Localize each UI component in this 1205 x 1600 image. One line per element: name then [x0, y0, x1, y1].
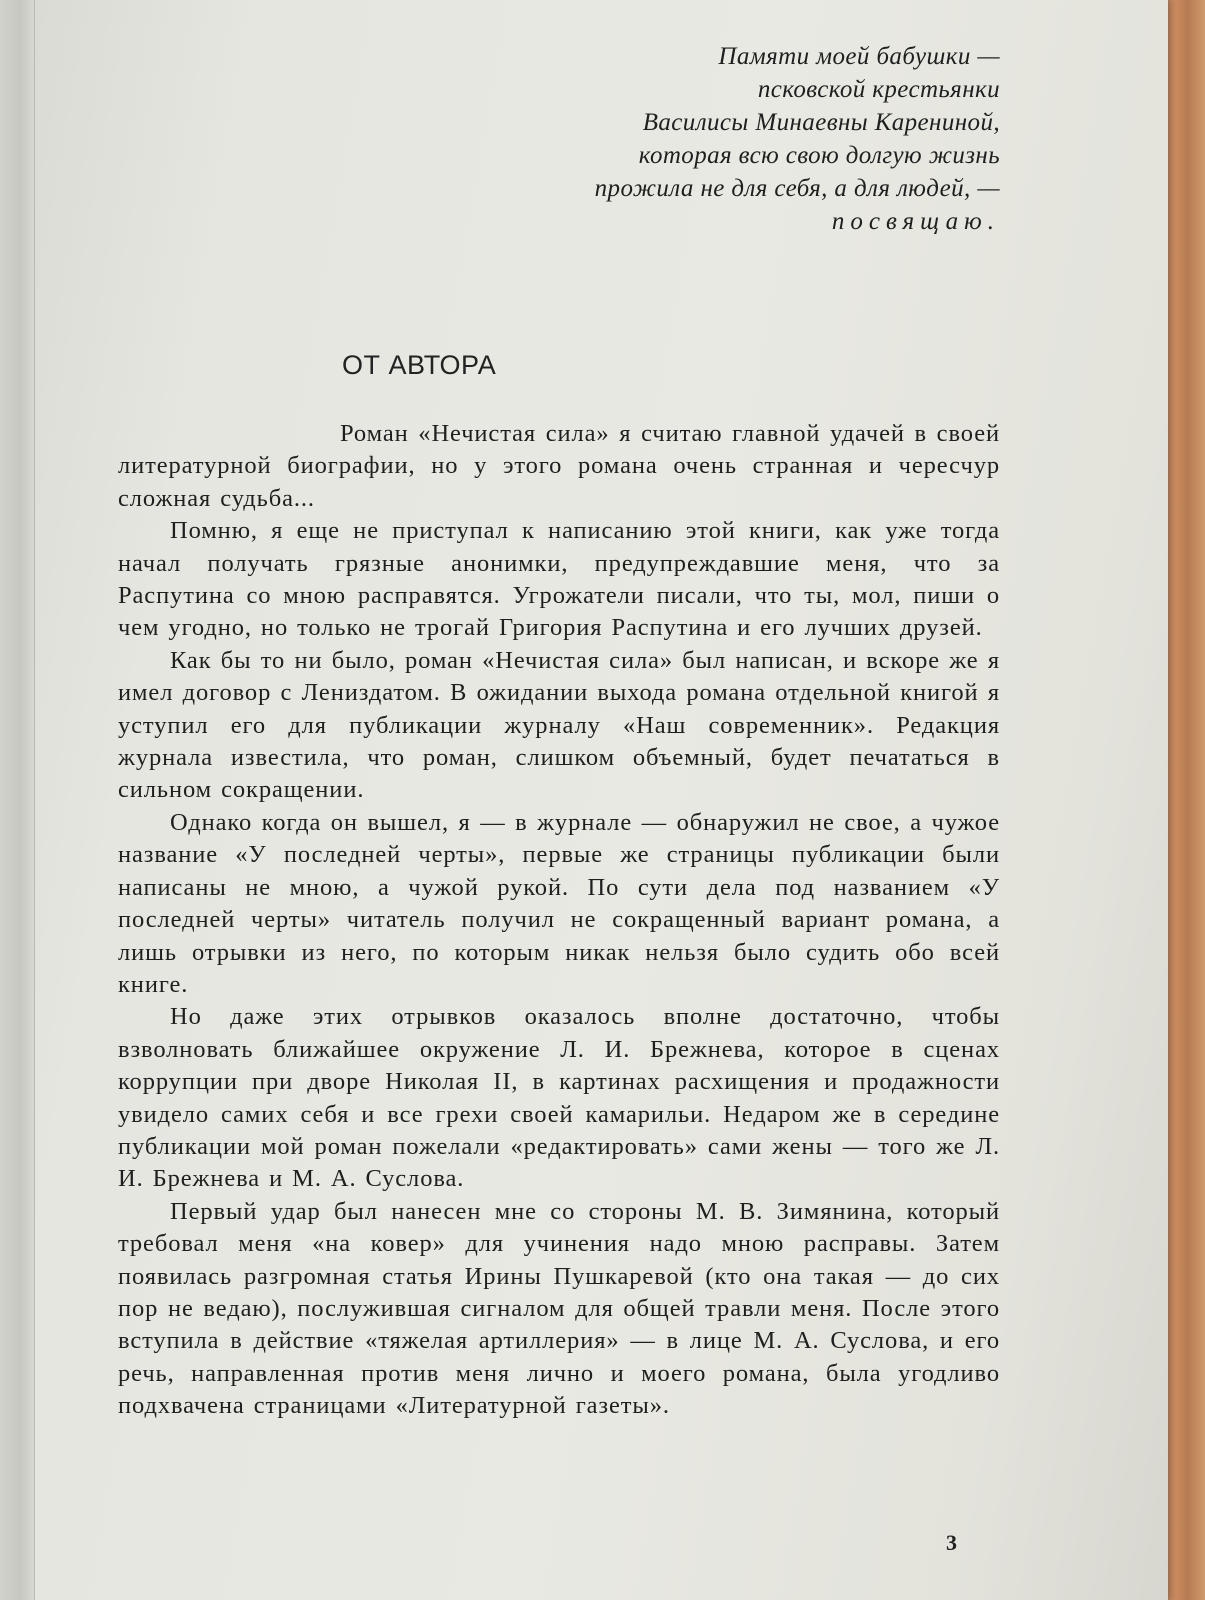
body-text [118, 418, 1000, 1423]
paragraph: Однако когда он вышел, я — в журнале — обнаружил не свое, а чужое название «У последней черты», первые же страницы публикации были написаны не мною, а чужой рукой. По сути дела под названием «У последней черты» читатель получил не сокращенный вариант романа, а лишь отрывки из него, по которым никак нельзя было судить обо всей книге. [118, 808, 1000, 998]
section-heading: ОТ АВТОРА [342, 350, 497, 380]
paragraph: Помню, я еще не приступал к написанию этой книги, как уже тогда начал получать грязные анонимки, предупреждавшие меня, что за Распутина со мною расправятся. Угрожатели писали, что ты, мол, пиши о чем угодно, но только не трогай Григория Распутина и его лучших друзей. [118, 517, 1000, 642]
page-text-area [118, 40, 1000, 1420]
paragraph: Первый удар был нанесен мне со стороны М. В. Зимянина, который требовал меня «на ковер» для учинения надо мною расправы. Затем появилась разгромная статья Ирины Пушкаревой (кто она такая — до сих пор не ведаю), послужившая сигналом для общей травли меня. После этого вступила в действие «тяжелая артиллерия» — в лице М. А. Суслова, и его речь, направленная против меня лично и моего романа, была угодливо подхвачена страницами «Литературной газеты». [118, 1197, 1000, 1420]
dedication-line: Василисы Минаевны Карениной, [642, 109, 1000, 136]
dedication-line: псковской крестьянки [757, 76, 1000, 103]
paragraph: Роман «Нечистая сила» я считаю главной удачей в своей литературной биографии, но у этого романа очень странная и чересчур сложная судьба... [118, 420, 1000, 512]
page-edge [0, 0, 35, 1600]
page-number: 3 [946, 1530, 957, 1555]
dedication-line: прожила не для себя, а для людей, — [594, 175, 1000, 202]
paragraph: Но даже этих отрывков оказалось вполне достаточно, чтобы взволновать ближайшее окружение Л. И. Брежнева, которое в сценах коррупции при дворе Николая II, в картинах расхищения и продажности увидело самих себя и все грехи своей камарильи. Недаром же в середине публикации мой роман пожелали «редактировать» сами жены — того же Л. И. Брежнева и М. А. Суслова. [118, 1003, 1000, 1193]
dedication-line: Памяти моей бабушки — [718, 43, 1000, 70]
dedication-line: посвящаю. [831, 208, 1000, 235]
dedication [118, 40, 1000, 238]
dedication-line: которая всю свою долгую жизнь [638, 142, 1000, 169]
paragraph: Как бы то ни было, роман «Нечистая сила» был написан, и вскоре же я имел договор с Лениздатом. В ожидании выхода романа отдельной книгой я уступил его для публикации журналу «Наш современник». Редакция журнала известила, что роман, слишком объемный, будет печататься в сильном сокращении. [118, 646, 1000, 804]
